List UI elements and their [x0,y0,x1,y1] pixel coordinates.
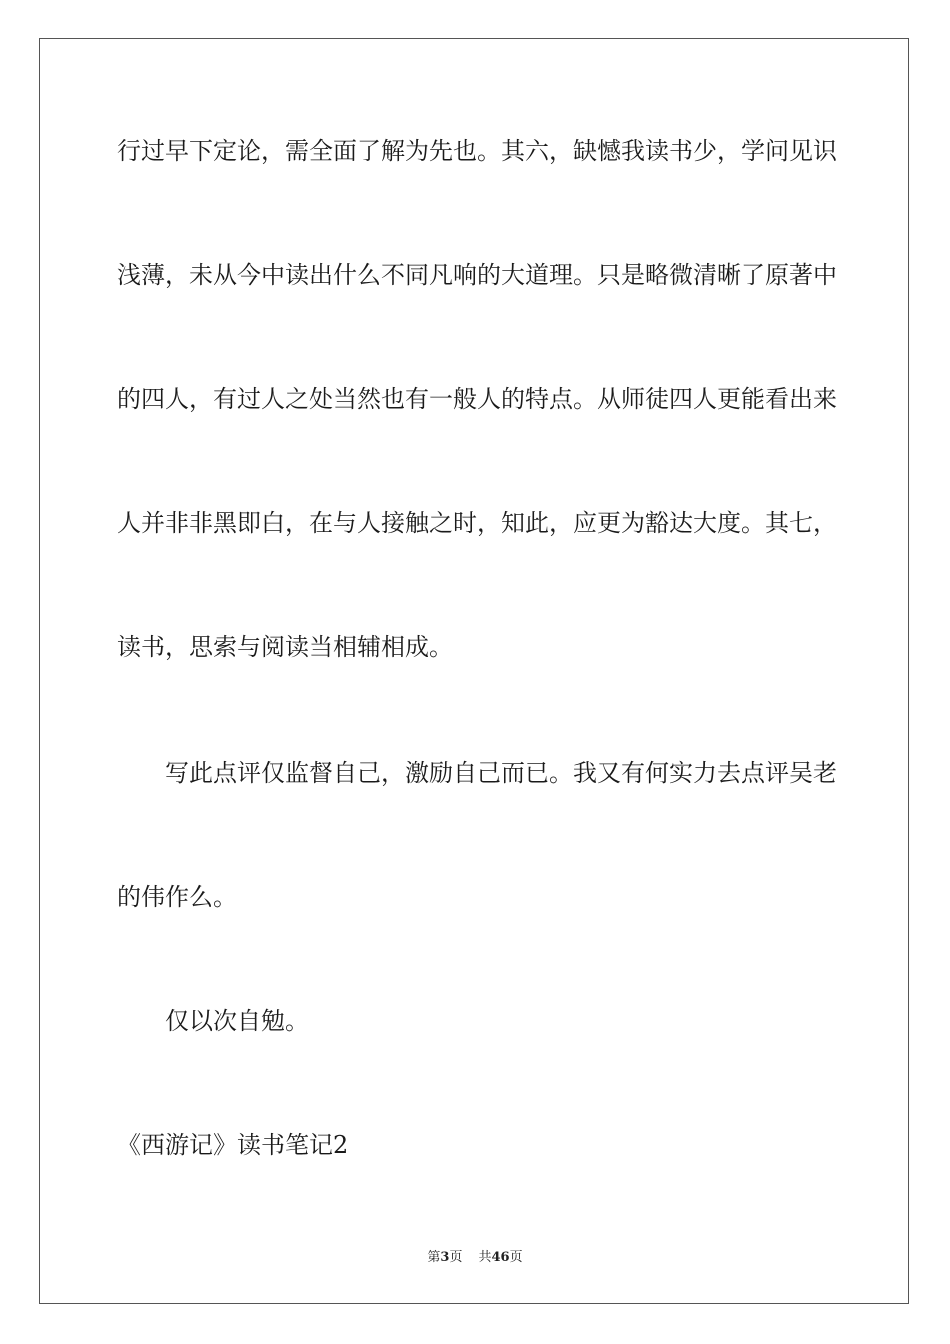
paragraph-line: 的四人，有过人之处当然也有一般人的特点。从师徒四人更能看出来 [117,385,837,413]
paragraph-line: 人并非非黑即白，在与人接触之时，知此，应更为豁达大度。其七， [117,509,837,537]
page-border [39,38,909,1304]
total-suffix: 页 [509,1250,523,1265]
paragraph-line: 浅薄，未从今中读出什么不同凡响的大道理。只是略微清晰了原著中 [117,261,837,289]
paragraph-line: 行过早下定论，需全面了解为先也。其六，缺憾我读书少，学问见识 [117,137,837,165]
page-current: 3 [440,1250,450,1265]
paragraph-line: 仅以次自勉。 [165,1007,309,1035]
section-heading: 《西游记》读书笔记2 [117,1131,349,1159]
page-total: 46 [491,1250,510,1265]
paragraph-line: 写此点评仅监督自己，激励自己而已。我又有何实力去点评吴老 [165,759,837,787]
paragraph-line: 读书，思索与阅读当相辅相成。 [117,633,453,661]
total-prefix: 共 [478,1250,492,1265]
paragraph-line: 的伟作么。 [117,883,237,911]
page-footer [0,1246,950,1265]
page-prefix: 第 [427,1250,441,1265]
page-suffix: 页 [449,1250,463,1265]
